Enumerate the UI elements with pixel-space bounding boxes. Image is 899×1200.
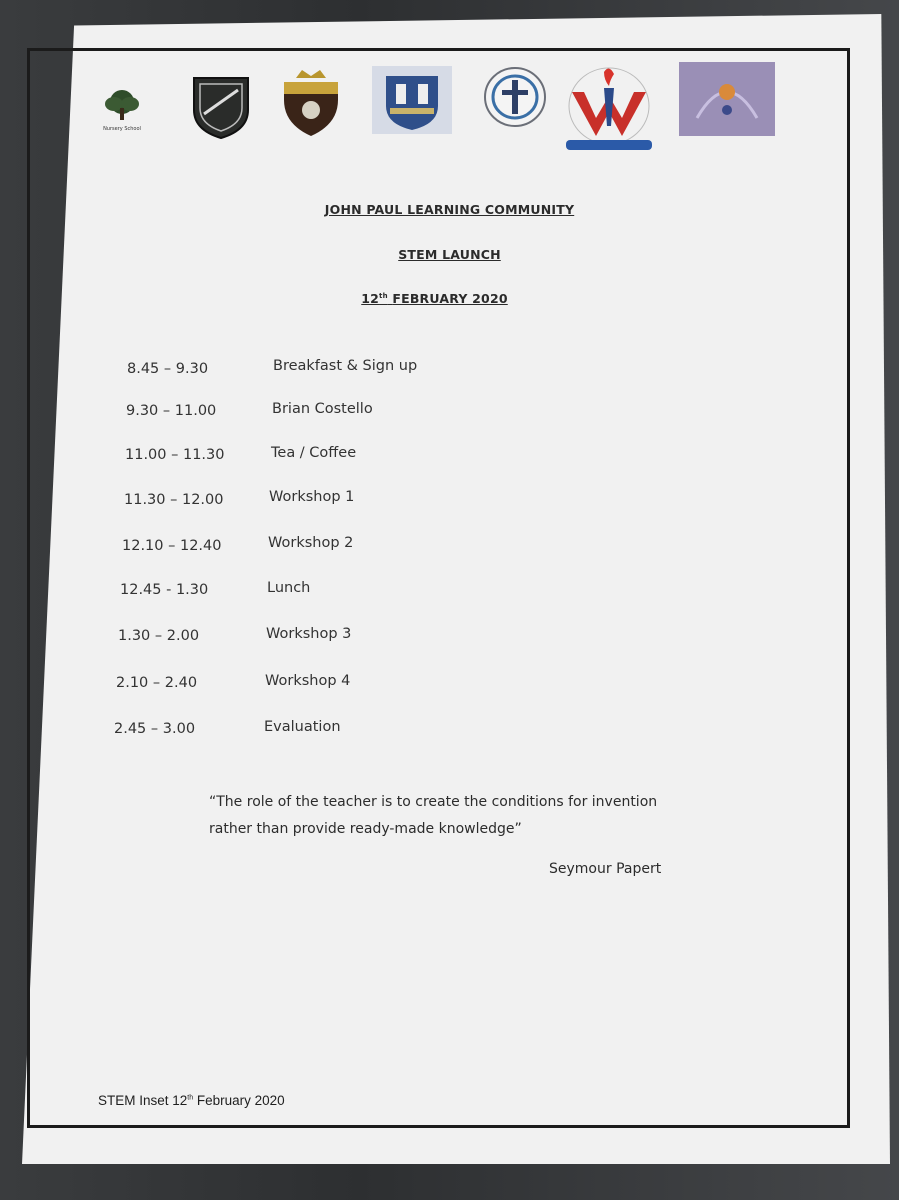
schedule-time: 8.45 – 9.30 <box>127 361 209 377</box>
schedule-item: Tea / Coffee <box>271 445 357 461</box>
schedule-time: 2.45 – 3.00 <box>114 721 196 737</box>
schedule-time: 11.30 – 12.00 <box>124 492 224 508</box>
event-date-day: 12 <box>361 291 380 306</box>
crest-logo <box>278 66 344 138</box>
document-title: JOHN PAUL LEARNING COMMUNITY <box>324 202 575 217</box>
footer-suffix: February 2020 <box>193 1093 285 1108</box>
footer-ordinal: th <box>187 1094 194 1102</box>
tree-logo <box>92 82 152 134</box>
tree-logo-caption: Nursery School <box>103 126 141 132</box>
shield-logo <box>190 74 252 140</box>
roundel-logo <box>482 66 548 128</box>
quote-block <box>209 789 679 843</box>
event-date-rest: FEBRUARY 2020 <box>392 291 508 306</box>
quote-author: Seymour Papert <box>549 861 662 877</box>
schedule-item: Lunch <box>267 580 311 596</box>
schedule-time: 12.45 - 1.30 <box>120 582 209 598</box>
schedule-time: 12.10 – 12.40 <box>122 538 222 554</box>
schedule-item: Breakfast & Sign up <box>273 358 418 374</box>
torch-logo <box>564 66 654 156</box>
schedule-item: Brian Costello <box>272 401 373 417</box>
schedule-time: 1.30 – 2.00 <box>118 628 200 644</box>
page-footer <box>98 1093 285 1108</box>
drawing-logo <box>679 62 775 136</box>
schedule-item: Workshop 1 <box>269 489 355 505</box>
schedule-item: Workshop 4 <box>265 673 351 689</box>
schedule-time: 2.10 – 2.40 <box>116 675 198 691</box>
quote-line: rather than provide ready-made knowledge” <box>209 821 522 837</box>
schedule-item: Workshop 3 <box>266 626 352 642</box>
event-date-ordinal: th <box>379 291 388 300</box>
event-date <box>0 291 884 306</box>
schedule-time: 11.00 – 11.30 <box>125 447 225 463</box>
footer-prefix: STEM Inset 12 <box>98 1093 188 1108</box>
schedule-item: Evaluation <box>264 719 341 735</box>
schedule-time: 9.30 – 11.00 <box>126 403 217 419</box>
document-subtitle: STEM LAUNCH <box>398 247 501 262</box>
schedule-item: Workshop 2 <box>268 535 354 551</box>
castle-logo <box>372 66 452 134</box>
quote-line: “The role of the teacher is to create the conditions for invention <box>209 794 658 810</box>
